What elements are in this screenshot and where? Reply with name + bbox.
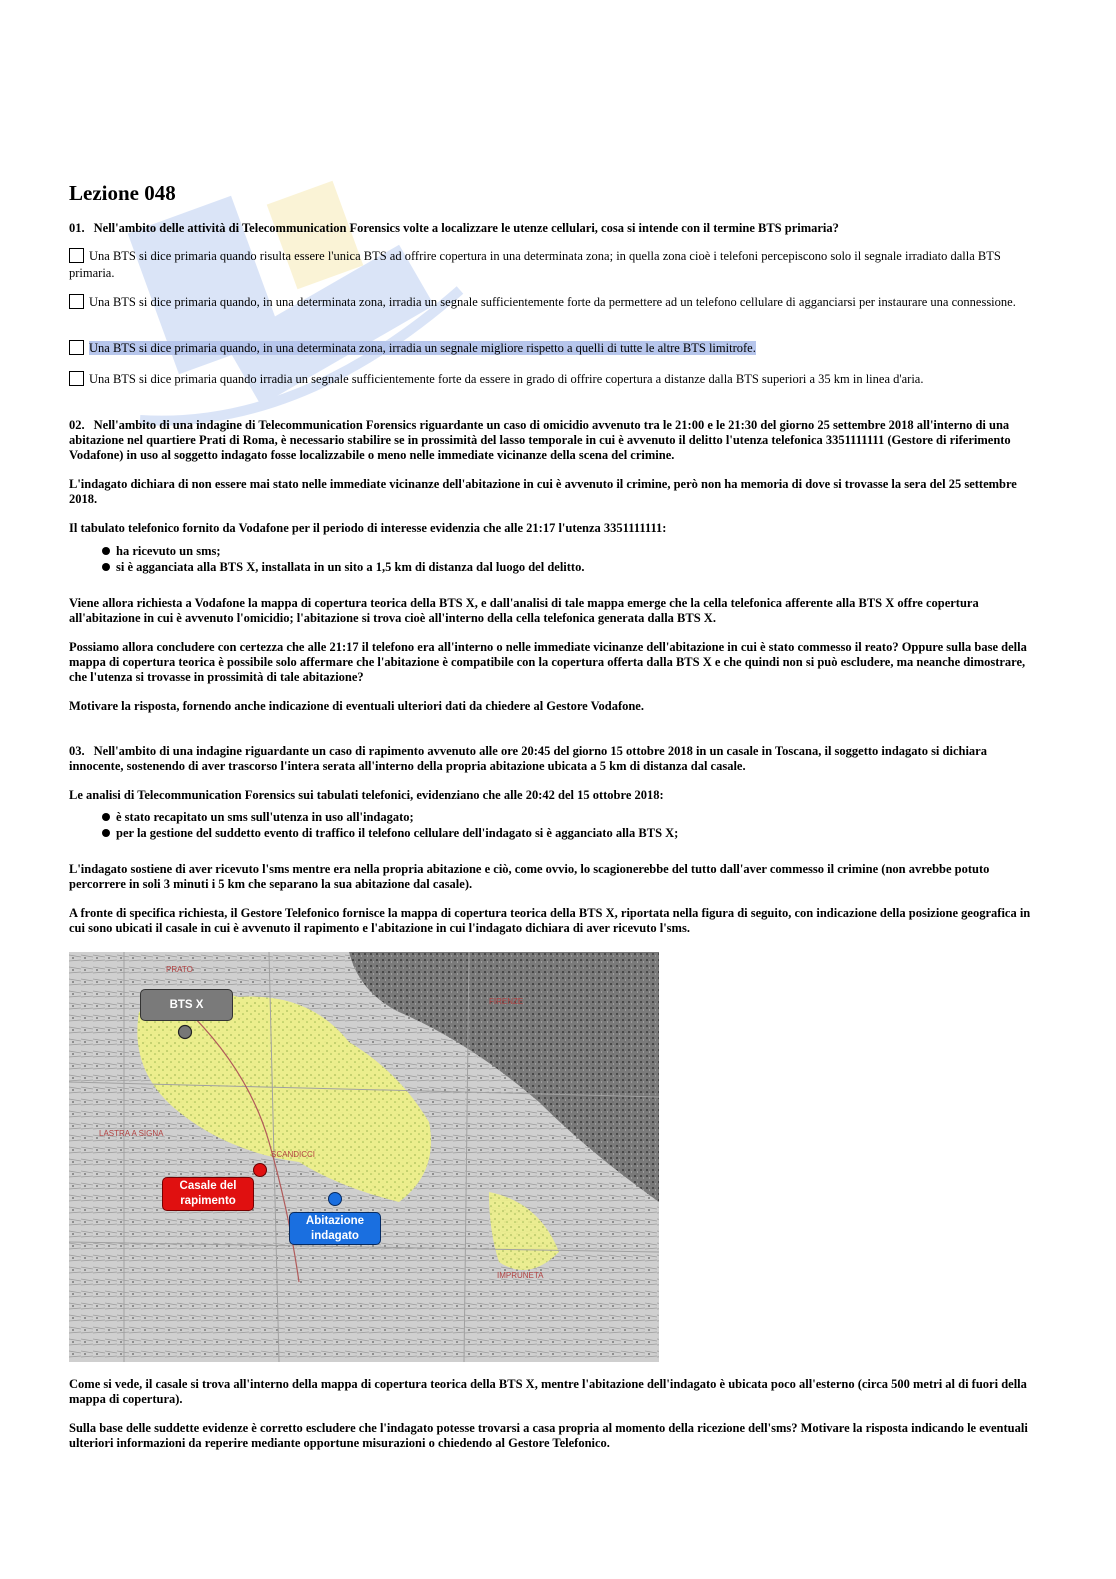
casale-label-line-2: rapimento (180, 1195, 236, 1207)
option-3-checkbox[interactable] (69, 340, 84, 355)
answer-option-2[interactable] (69, 294, 1041, 311)
option-3-text-highlighted: Una BTS si dice primaria quando, in una determinata zona, irradia un segnale migliore rispetto a quelli di tutte le altre BTS limitrofe. (89, 341, 756, 355)
question-2-number: 02. (69, 418, 85, 432)
question-2-text: Nell'ambito di una indagine di Telecommunication Forensics riguardante un caso di omicidio avvenuto tra le 21:00 e le 21:30 del giorno 25 settembre 2018 all'interno di una abitazione nel quartiere Prati di Roma, è necessario stabilire se in prossimità del lasso temporale in cui è avvenuto il delitto l'utenza telefonica 3351111111 (Gestore di riferimento Vodafone) in uso al soggetto indagato fosse localizzabile o meno nelle immediate vicinanze della scena del crimine. (69, 418, 1011, 462)
question-2 (69, 418, 1041, 463)
list-item: è stato recapitato un sms sull'utenza in uso all'indagato; (100, 809, 678, 825)
question-3-paragraph-1: Le analisi di Telecommunication Forensics sui tabulati telefonici, evidenziano che alle 20:42 del 15 ottobre 2018: (69, 788, 664, 802)
map-town-label-prato: PRATO (166, 965, 193, 974)
question-3-bullet-list (100, 809, 678, 841)
option-4-text: Una BTS si dice primaria quando irradia un segnale sufficientemente forte da essere in grado di offrire copertura a distanze dalla BTS superiori a 35 km in linea d'aria. (89, 372, 924, 386)
map-town-label-impruneta: IMPRUNETA (497, 1271, 544, 1280)
abitazione-label-line-1: Abitazione (305, 1215, 365, 1227)
bts-x-marker (179, 1026, 192, 1039)
casale-label (162, 1177, 254, 1211)
question-3-paragraph-3: A fronte di specifica richiesta, il Gestore Telefonico fornisce la mappa di copertura teorica della BTS X, riportata nella figura di seguito, con indicazione della posizione geografica in cui sono ubicati il casale in cui è avvenuto il rapimento e l'abitazione in cui l'indagato dichiara di aver ricevuto l'sms. (69, 906, 1031, 935)
list-item: ha ricevuto un sms; (100, 543, 584, 559)
abitazione-marker (329, 1193, 342, 1206)
option-2-text: Una BTS si dice primaria quando, in una determinata zona, irradia un segnale sufficientemente forte da permettere ad un telefono cellulare di agganciarsi per instaurare una connessione. (89, 295, 1016, 309)
bts-x-label (140, 989, 233, 1021)
question-2-bullet-list (100, 543, 584, 575)
question-3-number: 03. (69, 744, 85, 758)
answer-option-1[interactable] (69, 248, 1041, 282)
question-2-paragraph-1: L'indagato dichiara di non essere mai stato nelle immediate vicinanze dell'abitazione in cui è avvenuto il crimine, però non ha memoria di dove si trovasse la sera del 25 settembre 2018. (69, 477, 1017, 506)
list-item: per la gestione del suddetto evento di traffico il telefono cellulare dell'indagato si è agganciato alla BTS X; (100, 825, 678, 841)
coverage-map-figure (69, 952, 659, 1362)
question-3-paragraph-2: L'indagato sostiene di aver ricevuto l'sms mentre era nella propria abitazione e ciò, come ovvio, lo scagionerebbe del tutto dall'aver commesso il crimine (non avrebbe potuto percorrere in soli 3 minuti i 5 km che separano la sua abitazione dal casale). (69, 862, 990, 891)
question-1-text: Nell'ambito delle attività di Telecommunication Forensics volte a localizzare le utenze cellulari, cosa si intende con il termine BTS primaria? (93, 221, 839, 235)
option-2-checkbox[interactable] (69, 294, 84, 309)
bts-x-label-text: BTS X (169, 999, 204, 1011)
map-town-label-firenze: FIRENZE (489, 997, 524, 1006)
question-3-paragraph-5: Sulla base delle suddette evidenze è corretto escludere che l'indagato potesse trovarsi a casa propria al momento della ricezione dell'sms? Motivare la risposta indicando le eventuali ulteriori informazioni da reperire mediante opportune misurazioni o chiedendo al Gestore Telefonico. (69, 1421, 1028, 1450)
list-item: si è agganciata alla BTS X, installata in un sito a 1,5 km di distanza dal luogo del delitto. (100, 559, 584, 575)
question-2-paragraph-4: Possiamo allora concludere con certezza che alle 21:17 il telefono era all'interno o nelle immediate vicinanze dell'abitazione in cui è stato commesso il reato? Oppure sulla base della mappa di copertura teorica è possibile solo affermare che l'abitazione è compatibile con la copertura offerta dalla BTS X e che quindi non si può escludere, ma neanche dimostrare, che l'utenza si trovasse in prossimità di tale abitazione? (69, 640, 1027, 684)
answer-option-3[interactable] (69, 340, 1041, 357)
question-1-number: 01. (69, 221, 85, 235)
option-1-text: Una BTS si dice primaria quando risulta essere l'unica BTS ad offrire copertura in una determinata zona; in quella zona cioè i telefoni percepiscono solo il segnale irradiato dalla BTS primaria. (69, 249, 1001, 280)
question-2-paragraph-2: Il tabulato telefonico fornito da Vodafone per il periodo di interesse evidenzia che alle 21:17 l'utenza 3351111111: (69, 521, 667, 535)
option-4-checkbox[interactable] (69, 371, 84, 386)
casale-label-line-1: Casale del (179, 1180, 237, 1192)
answer-option-4[interactable] (69, 371, 1041, 388)
abitazione-label (289, 1212, 381, 1245)
map-town-label-scandicci: SCANDICCI (271, 1150, 316, 1159)
question-2-paragraph-3: Viene allora richiesta a Vodafone la mappa di copertura teorica della BTS X, e dall'analisi di tale mappa emerge che la cella telefonica afferente alla BTS X offre copertura all'abitazione in cui è avvenuto l'omicidio; l'abitazione si trova cioè all'interno della cella telefonica generata dalla BTS X. (69, 596, 979, 625)
question-2-paragraph-5: Motivare la risposta, fornendo anche indicazione di eventuali ulteriori dati da chiedere al Gestore Vodafone. (69, 699, 644, 713)
question-3-paragraph-4: Come si vede, il casale si trova all'interno della mappa di copertura teorica della BTS X, mentre l'abitazione dell'indagato è ubicata poco all'esterno (circa 500 metri al di fuori della mappa di copertura). (69, 1377, 1027, 1406)
question-3 (69, 744, 1041, 774)
abitazione-label-line-2: indagato (311, 1230, 359, 1242)
question-3-text: Nell'ambito di una indagine riguardante un caso di rapimento avvenuto alle ore 20:45 del giorno 15 ottobre 2018 in un casale in Toscana, il soggetto indagato si dichiara innocente, sostenendo di aver trascorso l'intera serata all'interno della propria abitazione ubicata a 5 km di distanza dal casale. (69, 744, 987, 773)
map-town-label-lastra-a-signa: LASTRA A SIGNA (99, 1129, 164, 1138)
question-1 (69, 221, 1041, 236)
casale-marker (254, 1164, 267, 1177)
option-1-checkbox[interactable] (69, 248, 84, 263)
lesson-title: Lezione 048 (69, 181, 176, 205)
